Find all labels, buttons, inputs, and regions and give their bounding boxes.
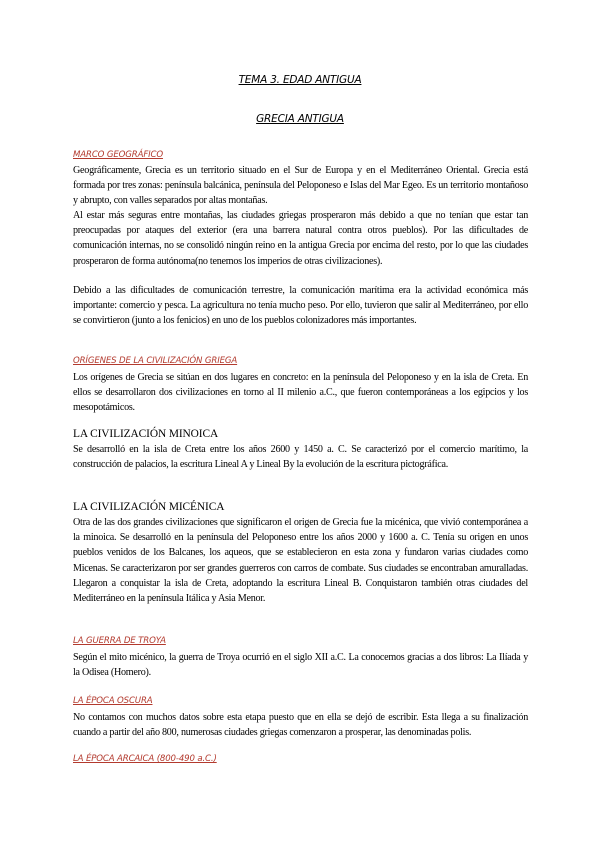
heading-micenica: LA CIVILIZACIÓN MICÉNICA (73, 501, 225, 513)
heading-guerra-troya: LA GUERRA DE TROYA (73, 636, 166, 646)
paragraph-micenica: Otra de las dos grandes civilizaciones que significaron el origen de Grecia fue la micénica, que vivió contemporánea a la minoica. Se desarrolló en la península del Peloponeso entre los años 2000 y 1600 a. C. Tenía su origen en unos pueblos venidos de los Balcanes, los aqueos, que se establecieron en esta zona y fundaron varias ciudades como Micenas. Se caracterizaron por ser grandes guerreros con carros de combate. Sus ciudades se encontraban amuralladas. Llegaron a conquistar la isla de Creta, adoptando la escritura Lineal B. Conquistaron también otras ciudades del Mediterráneo en la península Itálica y Asia Menor. (73, 517, 528, 605)
paragraph-epoca-oscura: No contamos con muchos datos sobre esta etapa puesto que en ella se dejó de escribir. Esta llega a su finalización cuando a partir del año 800, numerosas ciudades griegas comenzaron a prosperar, las denominadas polis. (73, 712, 528, 739)
paragraph-troya: Según el mito micénico, la guerra de Troya ocurrió en el siglo XII a.C. La conocemos gracias a dos libros: La Ilíada y la Odisea (Homero). (73, 652, 528, 679)
page-title: TEMA 3. EDAD ANTIGUA (238, 74, 362, 86)
paragraph-minoica: Se desarrolló en la isla de Creta entre los años 2600 y 1450 a. C. Se caracterizó por el comercio marítimo, la construcción de palacios, la escritura Lineal A y Lineal By la evolución de la escritura pictográfica. (73, 444, 528, 471)
paragraph-marco-2: Al estar más seguras entre montañas, las ciudades griegas prosperaron más debido a que no tenían que estar tan preocupadas por ataques del exterior (era una barrera natural contra otros pueblos). Por las dificultades de comunicación internas, no se consolidó ningún reino en la antigua Grecia por encima del resto, por lo que las ciudades prosperaron de forma autónoma(no tenemos los imperios de otras civilizaciones). (73, 210, 528, 267)
paragraph-marco-1: Geográficamente, Grecia es un territorio situado en el Sur de Europa y en el Mediterráneo Oriental. Grecia está formada por tres zonas: península balcánica, península del Peloponeso e Islas del Mar Egeo. Es un territorio montañoso y abrupto, con valles separados por altas montañas. (73, 165, 528, 207)
heading-marco-geografico: MARCO GEOGRÁFICO (73, 150, 163, 160)
page-subtitle: GRECIA ANTIGUA (256, 113, 344, 125)
heading-epoca-arcaica: LA ÉPOCA ARCAICA (800-490 a.C.) (73, 754, 217, 764)
paragraph-origenes: Los orígenes de Grecia se sitúan en dos lugares en concreto: en la península del Peloponeso y en la isla de Creta. En ellos se desarrollaron dos civilizaciones en torno al II milenio a.C., que fueron contemporáneas a los egipcios y los mesopotámicos. (73, 372, 528, 414)
heading-origenes: ORÍGENES DE LA CIVILIZACIÓN GRIEGA (73, 356, 238, 366)
heading-epoca-oscura: LA ÉPOCA OSCURA (73, 696, 153, 706)
heading-minoica: LA CIVILIZACIÓN MINOICA (73, 428, 219, 440)
paragraph-marco-3: Debido a las dificultades de comunicación terrestre, la comunicación marítima era la actividad económica más importante: comercio y pesca. La agricultura no tenía mucho peso. Por ello, tuvieron que salir al Mediterráneo, por ello se convirtieron (junto a los fenicios) en uno de los pueblos colonizadores más importantes. (73, 285, 528, 327)
